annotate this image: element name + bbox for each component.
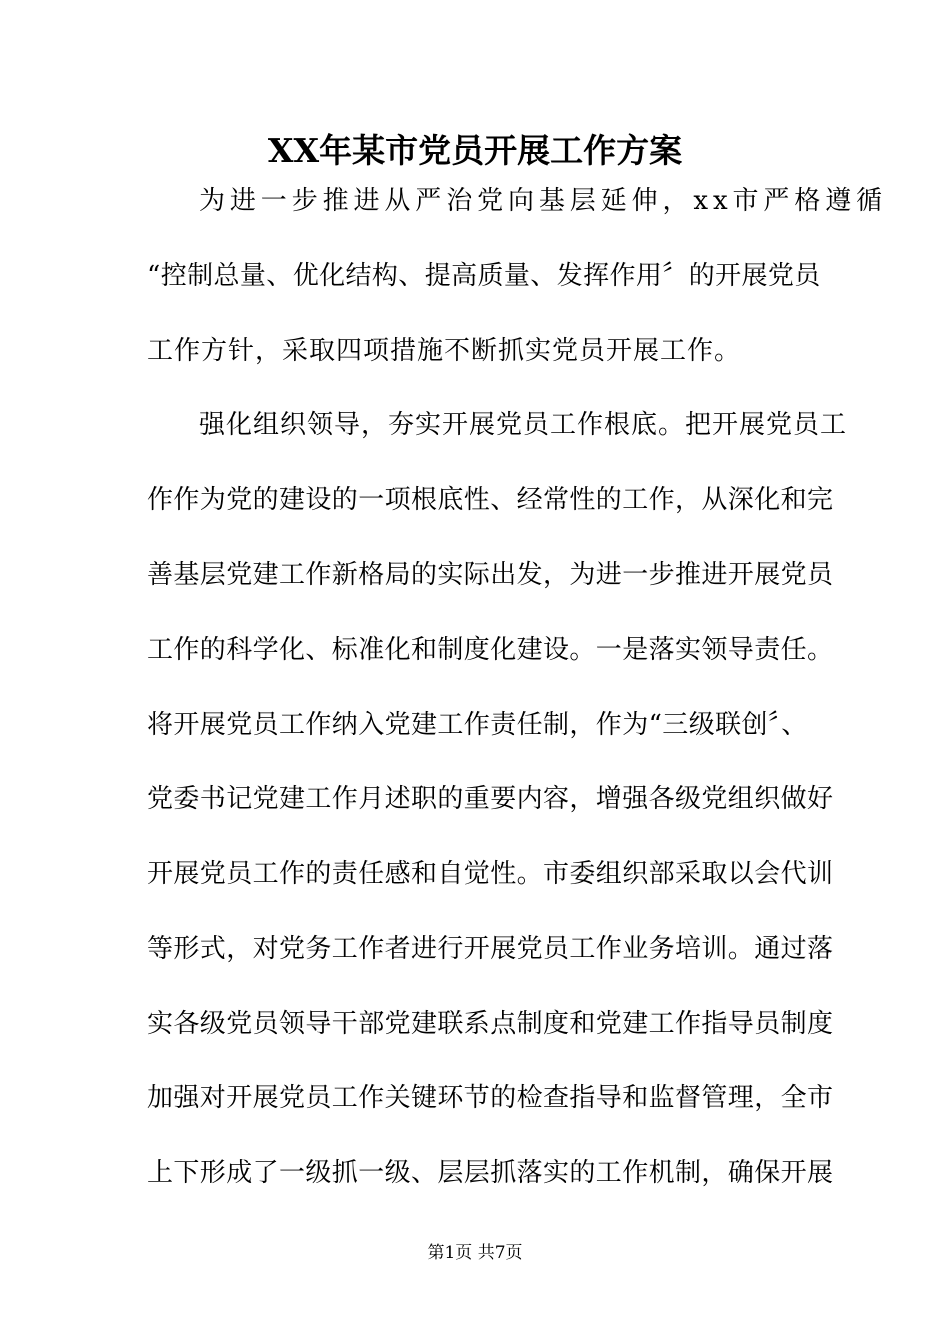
body-line: 工作方针，采取四项措施不断抓实党员开展工作。 (147, 336, 742, 366)
body-line: 开展党员工作的责任感和自觉性。市委组织部采取以会代训 (147, 859, 834, 889)
body-line: 加强对开展党员工作关键环节的检查指导和监督管理，全市 (147, 1083, 834, 1113)
body-line: 善基层党建工作新格局的实际出发，为进一步推进开展党员 (147, 560, 834, 590)
body-line: 上下形成了一级抓一级、层层抓落实的工作机制，确保开展 (147, 1158, 834, 1188)
page-footer: 第1页 共7页 (427, 1243, 523, 1263)
body-line: 等形式，对党务工作者进行开展党员工作业务培训。通过落 (147, 934, 834, 964)
body-line: 将开展党员工作纳入党建工作责任制，作为“三级联创〞、 (147, 710, 808, 740)
body-line: 作作为党的建设的一项根底性、经常性的工作，从深化和完 (147, 485, 834, 515)
body-line: 强化组织领导，夯实开展党员工作根底。把开展党员工 (199, 410, 848, 440)
body-line: 党委书记党建工作月述职的重要内容，增强各级党组织做好 (147, 784, 834, 814)
body-line: 工作的科学化、标准化和制度化建设。一是落实领导责任。 (147, 635, 834, 665)
body-line: 实各级党员领导干部党建联系点制度和党建工作指导员制度 (147, 1009, 834, 1039)
body-line: “控制总量、优化结构、提高质量、发挥作用〞的开展党员 (147, 261, 821, 291)
document-title: XX年某市党员开展工作方案 (267, 131, 683, 170)
body-line: 为进一步推进从严治党向基层延伸，xx市严格遵循 (199, 186, 888, 216)
